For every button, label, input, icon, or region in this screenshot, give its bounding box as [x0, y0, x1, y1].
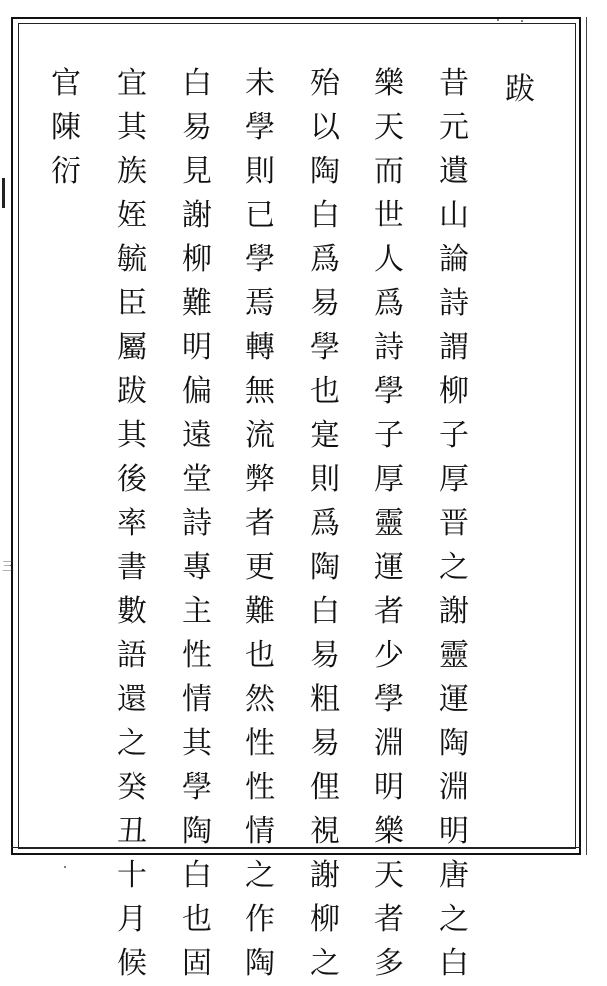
text-char: 白: [182, 858, 212, 893]
text-char: 視: [310, 814, 340, 849]
text-char: 淵: [439, 770, 469, 805]
text-char: 爲: [310, 242, 340, 277]
text-char: 難: [182, 286, 212, 321]
text-column: [110, 62, 154, 986]
text-char: 晋: [439, 506, 469, 541]
text-char: 數: [117, 594, 147, 629]
text-char: 爲: [310, 506, 340, 541]
text-char: 書: [117, 550, 147, 585]
text-char: 固: [182, 946, 212, 981]
text-char: 人: [374, 242, 404, 277]
text-char: 樂: [374, 814, 404, 849]
text-char: 詩: [182, 506, 212, 541]
text-char: 堂: [182, 462, 212, 497]
text-char: 衍: [51, 154, 81, 189]
text-char: 官: [51, 66, 81, 101]
text-char: 謝: [182, 198, 212, 233]
text-char: 丑: [117, 814, 147, 849]
text-char: 論: [439, 242, 469, 277]
text-char: 者: [374, 902, 404, 937]
text-char: 易: [310, 726, 340, 761]
text-char: 遠: [182, 418, 212, 453]
text-char: 十: [117, 858, 147, 893]
inner-frame: [18, 23, 576, 849]
text-char: 昔: [439, 66, 469, 101]
text-char: 陶: [182, 814, 212, 849]
bottom-rule: [11, 847, 581, 848]
text-char: 陶: [310, 154, 340, 189]
text-column: [44, 62, 88, 194]
speck: [521, 20, 523, 22]
text-char: 天: [374, 858, 404, 893]
text-char: 情: [182, 682, 212, 717]
text-char: 元: [439, 110, 469, 145]
text-char: 之: [439, 902, 469, 937]
text-char: 語: [117, 638, 147, 673]
text-char: 之: [439, 550, 469, 585]
text-char: 者: [245, 506, 275, 541]
text-char: 其: [117, 110, 147, 145]
text-char: 毓: [117, 242, 147, 277]
text-column: [175, 62, 219, 986]
text-char: 率: [117, 506, 147, 541]
text-char: 偏: [182, 374, 212, 409]
text-char: 易: [182, 110, 212, 145]
text-char: 姪: [117, 198, 147, 233]
text-char: 陶: [310, 550, 340, 585]
text-char: 謝: [310, 858, 340, 893]
text-char: 靈: [374, 506, 404, 541]
text-char: 難: [245, 594, 275, 629]
text-char: 世: [374, 198, 404, 233]
text-char: 陶: [245, 946, 275, 981]
text-char: 癸: [117, 770, 147, 805]
text-column: [367, 62, 411, 986]
text-char: 學: [374, 682, 404, 717]
text-char: 弊: [245, 462, 275, 497]
text-char: 易: [310, 638, 340, 673]
text-char: 謂: [439, 330, 469, 365]
text-char: 也: [245, 638, 275, 673]
text-char: 易: [310, 286, 340, 321]
text-char: 謝: [439, 594, 469, 629]
text-char: 後: [117, 462, 147, 497]
text-char: 陳: [51, 110, 81, 145]
text-char: 詩: [439, 286, 469, 321]
text-char: 天: [374, 110, 404, 145]
text-char: 爲: [374, 286, 404, 321]
text-char: 寔: [310, 418, 340, 453]
text-char: 則: [245, 154, 275, 189]
text-char: 則: [310, 462, 340, 497]
text-column: [238, 62, 282, 986]
text-char: 山: [439, 198, 469, 233]
text-char: 未: [245, 66, 275, 101]
text-char: 屬: [117, 330, 147, 365]
text-char: 靈: [439, 638, 469, 673]
text-char: 唐: [439, 858, 469, 893]
text-char: 白: [439, 946, 469, 981]
text-char: 宜: [117, 66, 147, 101]
text-column: [432, 62, 476, 986]
text-char: 轉: [245, 330, 275, 365]
text-char: 淵: [374, 726, 404, 761]
text-char: 也: [310, 374, 340, 409]
text-char: 俚: [310, 770, 340, 805]
text-char: 柳: [310, 902, 340, 937]
text-char: 流: [245, 418, 275, 453]
text-char: 作: [245, 902, 275, 937]
text-char: 殆: [310, 66, 340, 101]
text-char: 運: [374, 550, 404, 585]
text-char: 遺: [439, 154, 469, 189]
text-char: 族: [117, 154, 147, 189]
text-char: 運: [439, 682, 469, 717]
text-char: 情: [245, 814, 275, 849]
text-char: 見: [182, 154, 212, 189]
right-rule: [586, 17, 587, 855]
text-char: 性: [245, 770, 275, 805]
text-char: 之: [245, 858, 275, 893]
text-char: 之: [310, 946, 340, 981]
text-char: 白: [182, 66, 212, 101]
text-char: 多: [374, 946, 404, 981]
text-char: 學: [182, 770, 212, 805]
title-column: [498, 68, 542, 112]
text-char: 然: [245, 682, 275, 717]
text-char: 學: [374, 374, 404, 409]
text-char: 也: [182, 902, 212, 937]
text-char: 跋: [117, 374, 147, 409]
text-char: 臣: [117, 286, 147, 321]
text-char: 候: [117, 946, 147, 981]
text-char: 柳: [439, 374, 469, 409]
text-char: 之: [117, 726, 147, 761]
text-char: 專: [182, 550, 212, 585]
text-char: 還: [117, 682, 147, 717]
text-char: 陶: [439, 726, 469, 761]
speck: [497, 19, 499, 21]
text-char: 厚: [439, 462, 469, 497]
margin-page-label: 三: [2, 559, 15, 573]
speck: [64, 866, 66, 868]
text-column: [303, 62, 347, 986]
text-char: 以: [310, 110, 340, 145]
text-char: 樂: [374, 66, 404, 101]
text-char: 者: [374, 594, 404, 629]
text-char: 其: [117, 418, 147, 453]
text-char: 性: [245, 726, 275, 761]
margin-mark-top: [2, 178, 13, 208]
text-char: 學: [245, 242, 275, 277]
text-char: 白: [310, 198, 340, 233]
text-char: 白: [310, 594, 340, 629]
text-char: 焉: [245, 286, 275, 321]
text-char: 而: [374, 154, 404, 189]
text-char: 厚: [374, 462, 404, 497]
text-char: 明: [439, 814, 469, 849]
text-char: 詩: [374, 330, 404, 365]
text-char: 其: [182, 726, 212, 761]
text-char: 少: [374, 638, 404, 673]
text-char: 月: [117, 902, 147, 937]
text-char: 明: [374, 770, 404, 805]
text-char: 學: [245, 110, 275, 145]
title-char: 跋: [505, 72, 535, 107]
text-char: 性: [182, 638, 212, 673]
text-char: 已: [245, 198, 275, 233]
text-char: 明: [182, 330, 212, 365]
text-char: 粗: [310, 682, 340, 717]
text-char: 主: [182, 594, 212, 629]
text-char: 更: [245, 550, 275, 585]
text-char: 子: [439, 418, 469, 453]
text-char: 柳: [182, 242, 212, 277]
text-char: 學: [310, 330, 340, 365]
text-char: 子: [374, 418, 404, 453]
text-char: 無: [245, 374, 275, 409]
